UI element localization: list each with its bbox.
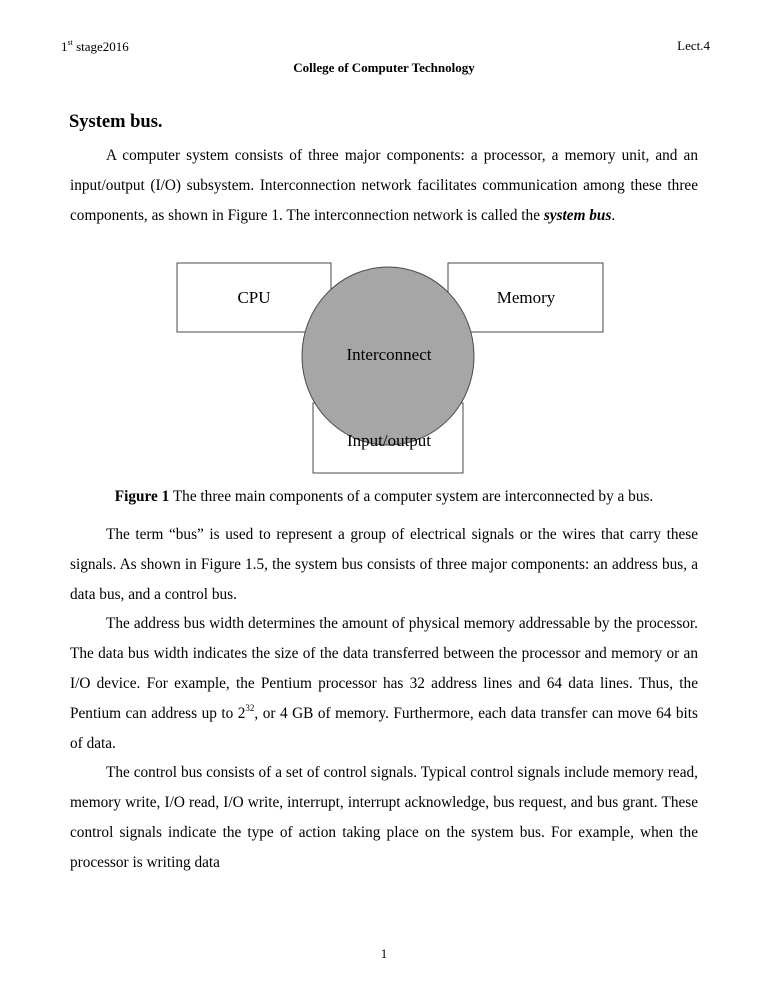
header-lecture: Lect.4 (677, 38, 710, 53)
interconnect-label: Interconnect (346, 345, 432, 364)
figure-caption-text: The three main components of a computer system are interconnected by a bus. (169, 488, 654, 505)
section-title: System bus. (69, 112, 163, 132)
paragraph-intro-text: A computer system consists of three major components: a processor, a memory unit, and an input/output (I/O) subsystem. Interconnection network facilitates communication among these three components, as shown in Figure 1. The interconnection network is called the (70, 147, 698, 224)
paragraph-control-bus: The control bus consists of a set of control signals. Typical control signals include memory read, memory write, I/O read, I/O write, interrupt, interrupt acknowledge, bus request, and bus grant. These control signals indicate the type of action taking place on the system bus. For example, when the processor is writing data (70, 764, 698, 871)
io-label: Input/output (346, 431, 432, 450)
paragraph-intro-end: . (611, 207, 616, 224)
paragraph-address-text: The address bus width determines the amount of physical memory addressable by the processor. The data bus width indicates the size of the data transferred between the processor and memory or an I/O device. For example, the Pentium processor has 32 address lines and 64 data lines. Thus, the Pentium can address up to 2 (70, 615, 698, 722)
paragraph-address-bus (70, 609, 698, 759)
memory-label: Memory (496, 288, 556, 307)
exponent: 32 (245, 703, 255, 713)
header-stage-text: stage2016 (72, 39, 129, 54)
paragraph-bus-definition: The term “bus” is used to represent a group of electrical signals or the wires that carry these signals. As shown in Figure 1.5, the system bus consists of three major components: an address bus, a data bus, and a control bus. (70, 526, 698, 603)
paragraph-address-end: , or 4 GB of memory. Furthermore, each data transfer can move 64 bits of data. (70, 705, 698, 752)
header-stage-number: 1 (61, 39, 68, 54)
cpu-label: CPU (237, 288, 271, 307)
page-number: 1 (380, 946, 388, 961)
header-stage (61, 38, 129, 55)
paragraph-intro (70, 141, 698, 231)
header-college: College of Computer Technology (293, 60, 475, 75)
system-bus-diagram (176, 262, 606, 477)
figure-caption-label: Figure 1 (114, 488, 170, 505)
system-bus-term: system bus (543, 207, 612, 224)
header-stage-superscript: st (67, 38, 73, 47)
figure-caption (0, 488, 768, 506)
